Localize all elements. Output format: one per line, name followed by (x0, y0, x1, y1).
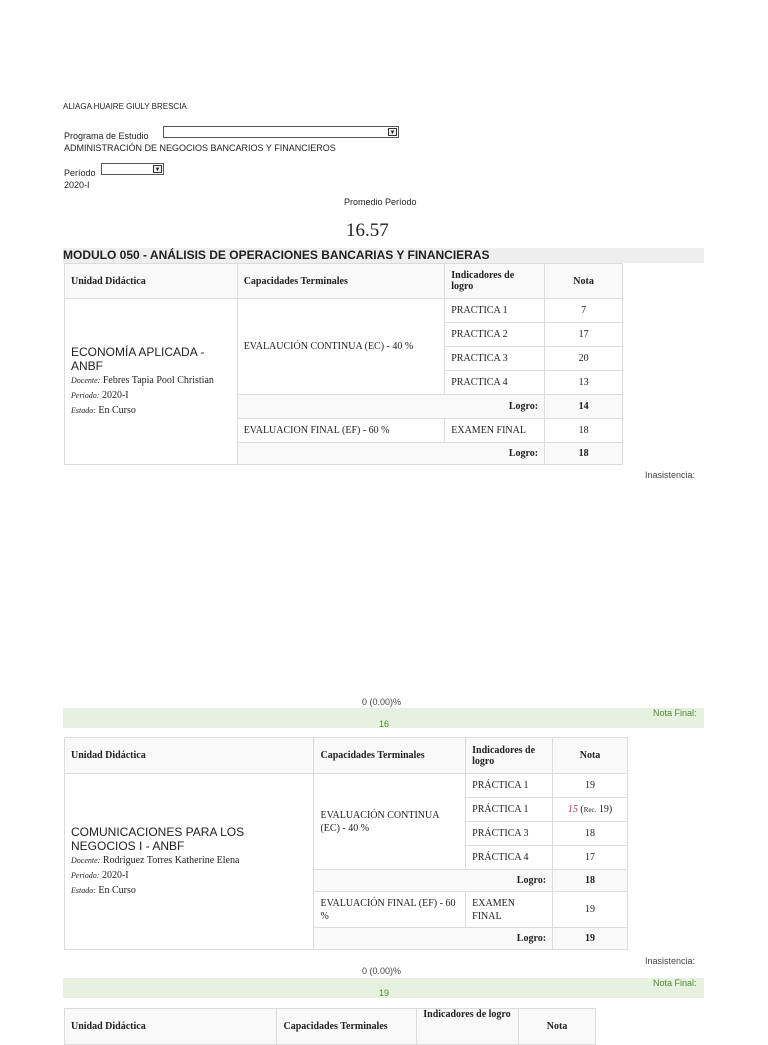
ec-logro: 18 (553, 870, 628, 892)
final-grade-label: Nota Final: (653, 978, 697, 988)
rec-label: Rec. (583, 806, 597, 814)
practice-grade: 17 (545, 323, 623, 347)
period-value: 2020-I (64, 180, 90, 190)
header-indicators: Indicadores de logro (466, 738, 553, 774)
final-grade-label: Nota Final: (653, 708, 697, 718)
rec-grade: 19 (598, 804, 609, 815)
unit-cell (65, 774, 314, 950)
header-unit: Unidad Didáctica (65, 264, 238, 299)
periodo-label: Periodo: (71, 391, 100, 400)
header-capacities: Capacidades Terminales (277, 1009, 417, 1045)
practice-grade-recovery: 15 (Rec. 19) (553, 798, 628, 822)
average-value: 16.57 (346, 220, 389, 241)
ef-logro: 18 (545, 443, 623, 465)
docente-value: Rodriguez Torres Katherine Elena (102, 855, 240, 866)
header-unit: Unidad Didáctica (65, 1009, 277, 1045)
final-grade-value: 19 (379, 988, 390, 998)
program-label: Programa de Estudio (64, 131, 149, 141)
header-unit: Unidad Didáctica (65, 738, 314, 774)
logro-label: Logro: (314, 870, 553, 892)
estado-label: Estado: (71, 406, 96, 415)
practice-name: PRÁCTICA 4 (466, 846, 553, 870)
ec-logro: 14 (545, 395, 623, 419)
practice-name: PRACTICA 2 (445, 323, 545, 347)
chevron-down-icon: ▼ (154, 167, 161, 173)
table-row (65, 299, 623, 323)
unit-cell (65, 299, 238, 465)
header-grade: Nota (545, 264, 623, 299)
estado-label: Estado: (71, 886, 96, 895)
chevron-down-icon: ▼ (389, 130, 396, 136)
unit-name: ECONOMÍA APLICADA - ANBF (71, 345, 205, 373)
practice-name: PRACTICA 1 (445, 299, 545, 323)
practice-name: PRACTICA 4 (445, 371, 545, 395)
exam-grade: 18 (545, 419, 623, 443)
practice-name: PRÁCTICA 1 (466, 774, 553, 798)
header-capacities: Capacidades Terminales (237, 264, 445, 299)
periodo-value: 2020-I (101, 390, 129, 401)
module-title: MODULO 050 - ANÁLISIS DE OPERACIONES BANCARIAS Y FINANCIERAS (63, 248, 704, 263)
program-value: ADMINISTRACIÓN DE NEGOCIOS BANCARIOS Y FINANCIEROS (64, 143, 336, 153)
period-label: Período (64, 168, 96, 178)
average-label: Promedio Período (344, 197, 417, 207)
absence-value: 0 (0.00)% (362, 966, 402, 976)
original-grade: 15 (567, 804, 578, 815)
practice-name: PRACTICA 3 (445, 347, 545, 371)
estado-value: En Curso (98, 405, 136, 416)
docente-label: Docente: (71, 376, 101, 385)
practice-grade: 13 (545, 371, 623, 395)
practice-grade: 19 (553, 774, 628, 798)
course-table (64, 737, 628, 950)
program-select[interactable] (163, 126, 399, 138)
header-grade: Nota (519, 1009, 596, 1045)
unit-name: COMUNICACIONES PARA LOS NEGOCIOS I - ANBF (71, 825, 245, 853)
practice-grade: 20 (545, 347, 623, 371)
logro-label: Logro: (314, 928, 553, 950)
ef-label: EVALUACIÓN FINAL (EF) - 60 % (314, 892, 466, 928)
ef-label: EVALUACION FINAL (EF) - 60 % (237, 419, 445, 443)
exam-name: EXAMEN FINAL (445, 419, 545, 443)
final-grade-value: 16 (379, 719, 390, 729)
periodo-label: Periodo: (71, 871, 100, 880)
docente-value: Febres Tapia Pool Christian (102, 375, 214, 386)
docente-label: Docente: (71, 856, 101, 865)
course-table (64, 263, 623, 465)
practice-name: PRÁCTICA 3 (466, 822, 553, 846)
ec-label: EVALUACIÓN CONTINUA (EC) - 40 % (314, 774, 466, 870)
header-capacities: Capacidades Terminales (314, 738, 466, 774)
exam-name: EXAMEN FINAL (466, 892, 553, 928)
course-table (64, 1008, 596, 1045)
ef-logro: 19 (553, 928, 628, 950)
practice-grade: 18 (553, 822, 628, 846)
logro-label: Logro: (237, 395, 544, 419)
practice-grade: 7 (545, 299, 623, 323)
period-select[interactable] (101, 163, 164, 175)
absence-label: Inasistencia: (645, 470, 696, 480)
table-row (65, 774, 628, 798)
periodo-value: 2020-I (101, 870, 129, 881)
practice-name: PRÁCTICA 1 (466, 798, 553, 822)
ec-label: EVALAUCIÓN CONTINUA (EC) - 40 % (237, 299, 445, 395)
practice-grade: 17 (553, 846, 628, 870)
header-indicators: Indicadores de logro (445, 264, 545, 299)
estado-value: En Curso (98, 885, 136, 896)
student-name: ALIAGA HUAIRE GIULY BRESCIA (63, 102, 187, 111)
header-indicators: Indicadores de logro (417, 1009, 519, 1045)
absence-label: Inasistencia: (645, 956, 696, 966)
logro-label: Logro: (237, 443, 544, 465)
header-grade: Nota (553, 738, 628, 774)
exam-grade: 19 (553, 892, 628, 928)
absence-value: 0 (0.00)% (362, 697, 402, 707)
